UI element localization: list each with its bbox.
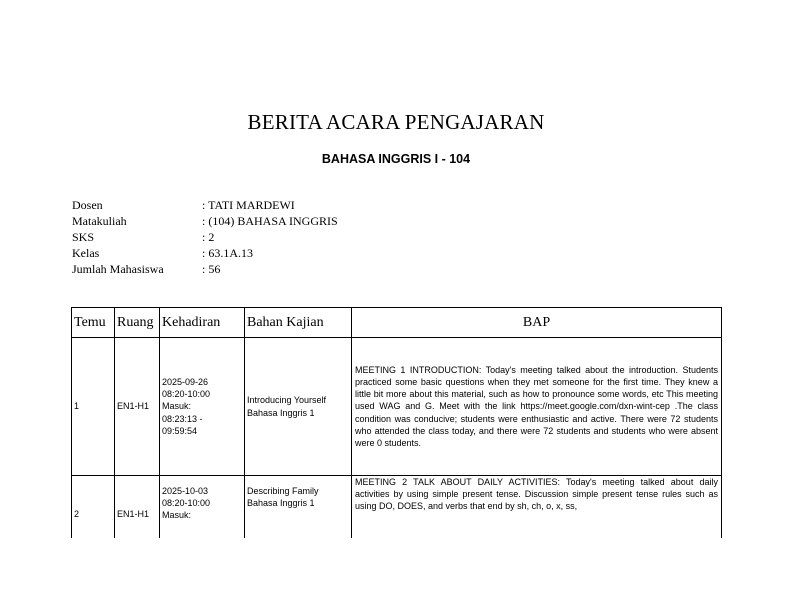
- info-label: Matakuliah: [72, 214, 127, 228]
- cell-ruang: EN1-H1: [115, 476, 160, 539]
- table-row: [72, 338, 722, 476]
- header-ruang: Ruang: [115, 308, 160, 338]
- bahan-topic: Introducing Yourself: [247, 395, 327, 406]
- cell-temu: 2: [72, 476, 115, 539]
- kehadiran-date: 2025-10-03: [162, 486, 209, 496]
- bahan-course: Bahasa Inggris 1: [247, 407, 315, 418]
- kehadiran-masuk-label: Masuk:: [162, 510, 192, 521]
- info-label: SKS: [72, 230, 95, 244]
- cell-bahan-kajian: [245, 476, 352, 539]
- cell-bahan-kajian: [245, 338, 352, 476]
- info-label: Jumlah Mahasiswa: [72, 262, 164, 276]
- cell-bap: MEETING 2 TALK ABOUT DAILY ACTIVITIES: Today's meeting talked about daily activities by using simple present tense. Discussion simple present tense rules such as using DO, DOES, and verbs that end by sh, ch, o, x, ss,: [352, 476, 722, 539]
- header-bahan-kajian: Bahan Kajian: [245, 308, 352, 338]
- bahan-course: Bahasa Inggris 1: [247, 498, 315, 509]
- header-kehadiran: Kehadiran: [160, 308, 245, 338]
- cell-kehadiran: [160, 338, 245, 476]
- course-subtitle: BAHASA INGGRIS I - 104: [321, 152, 471, 166]
- table-header-row: [72, 308, 722, 338]
- info-value: : 56: [202, 262, 221, 276]
- info-value: : 63.1A.13: [202, 246, 253, 260]
- kehadiran-masuk-start: 08:23:13 -: [162, 413, 203, 424]
- kehadiran-masuk-end: 09:59:54: [162, 425, 198, 436]
- header-bap: BAP: [352, 308, 722, 338]
- info-label: Dosen: [72, 198, 103, 212]
- info-value: : 2: [202, 230, 215, 244]
- kehadiran-time: 08:20-10:00: [162, 498, 211, 509]
- document-title: BERITA ACARA PENGAJARAN: [247, 110, 545, 134]
- teaching-record-table: [71, 307, 722, 538]
- cell-kehadiran: [160, 476, 245, 539]
- kehadiran-time: 08:20-10:00: [162, 389, 211, 400]
- kehadiran-masuk-label: Masuk:: [162, 401, 192, 412]
- header-temu: Temu: [72, 308, 115, 338]
- bahan-topic: Describing Family: [247, 486, 319, 496]
- info-value: : TATI MARDEWI: [202, 198, 295, 212]
- info-value: : (104) BAHASA INGGRIS: [202, 214, 338, 228]
- info-label: Kelas: [72, 246, 100, 260]
- kehadiran-date: 2025-09-26: [162, 376, 209, 387]
- cell-bap: MEETING 1 INTRODUCTION: Today's meeting talked about the introduction. Students practiced some basic questions when they met someone for the first time. They knew a little bit more about this material, such as how to pronounce some words, etc This meeting used WAG and G. Meet with the link https://meet.google.com/dxn-wint-cep .The class condition was conducive; students were enthusiastic and active. There were 72 students who attended the class today, and there were 72 students and students who were absent were 0 students.: [352, 338, 722, 476]
- table-row: [72, 476, 722, 539]
- cell-temu: 1: [72, 338, 115, 476]
- cell-ruang: EN1-H1: [115, 338, 160, 476]
